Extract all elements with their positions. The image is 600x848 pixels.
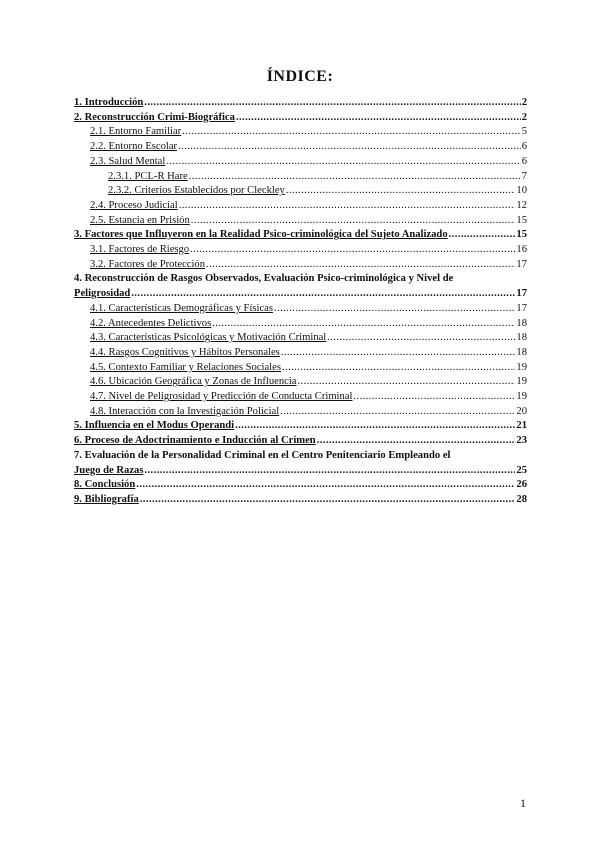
toc-entry-page: 15 <box>516 214 527 226</box>
dot-leader <box>274 302 515 317</box>
toc-entry-title: 2.5. Estancia en Prisión <box>90 214 190 226</box>
toc-entry[interactable] <box>74 493 527 508</box>
toc-entry-title: 2.3.2. Criterios Establecidos por Cleckley <box>108 185 285 197</box>
table-of-contents <box>74 96 527 508</box>
toc-entry-page: 10 <box>516 185 527 197</box>
dot-leader <box>144 96 520 111</box>
toc-entry-page: 28 <box>516 493 527 505</box>
toc-entry[interactable] <box>74 390 527 405</box>
toc-entry-title: 7. Evaluación de la Personalidad Criminal en el Centro Penitenciario Empleando el <box>74 449 451 461</box>
toc-entry[interactable] <box>74 405 527 420</box>
toc-entry-page: 17 <box>516 288 527 300</box>
dot-leader <box>179 199 516 214</box>
dot-leader <box>280 405 515 420</box>
toc-entry[interactable] <box>74 228 527 243</box>
toc-entry[interactable] <box>74 214 527 229</box>
toc-entry[interactable] <box>74 96 527 111</box>
dot-leader <box>286 184 516 199</box>
toc-entry-page: 20 <box>516 405 527 417</box>
dot-leader <box>317 434 516 449</box>
dot-leader <box>166 155 520 170</box>
toc-entry-title: 3.2. Factores de Protección <box>90 258 206 270</box>
dot-leader <box>131 287 515 302</box>
toc-entry-page: 2 <box>521 111 527 123</box>
toc-entry-title: 3.1. Factores de Riesgo <box>90 244 190 256</box>
toc-entry[interactable] <box>74 170 527 185</box>
dot-leader <box>282 361 515 376</box>
toc-entry[interactable] <box>74 155 527 170</box>
toc-entry-title: 6. Proceso de Adoctrinamiento e Inducción al Crimen <box>74 435 316 447</box>
toc-entry-title: 2.3.1. PCL-R Hare <box>108 170 188 182</box>
dot-leader <box>298 375 516 390</box>
toc-entry[interactable] <box>74 243 527 258</box>
toc-entry-title-continued: Peligrosidad <box>74 288 131 300</box>
toc-entry-title: 4.2. Antecedentes Delictivos <box>90 317 212 329</box>
toc-entry[interactable] <box>74 346 527 361</box>
toc-entry[interactable] <box>74 302 527 317</box>
toc-entry-page: 21 <box>516 420 527 432</box>
toc-entry-page: 6 <box>521 155 527 167</box>
toc-entry[interactable] <box>74 272 527 301</box>
toc-entry-page: 19 <box>516 376 527 388</box>
toc-entry[interactable] <box>74 419 527 434</box>
toc-entry-title: 2.1. Entorno Familiar <box>90 126 182 138</box>
toc-entry-title: 4.3. Características Psicológicas y Motivación Criminal <box>90 332 327 344</box>
toc-entry[interactable] <box>74 317 527 332</box>
toc-entry-page: 15 <box>516 229 527 241</box>
toc-entry-page: 23 <box>516 435 527 447</box>
toc-entry-page: 7 <box>521 170 527 182</box>
toc-entry-page: 12 <box>516 199 527 211</box>
toc-entry-title: 5. Influencia en el Modus Operandi <box>74 420 235 432</box>
toc-entry-page: 25 <box>516 464 527 476</box>
toc-entry-title: 2.4. Proceso Judicial <box>90 199 178 211</box>
toc-entry-title: 4.4. Rasgos Cognitivos y Hábitos Personales <box>90 346 280 358</box>
toc-entry-page: 2 <box>521 97 527 108</box>
dot-leader <box>449 228 516 243</box>
page-number: 1 <box>520 796 526 810</box>
toc-entry[interactable] <box>74 361 527 376</box>
dot-leader <box>353 390 515 405</box>
dot-leader <box>236 111 521 126</box>
toc-entry-title: 9. Bibliografía <box>74 493 139 505</box>
toc-entry[interactable] <box>74 140 527 155</box>
toc-entry[interactable] <box>74 375 527 390</box>
toc-entry-title: 4. Reconstrucción de Rasgos Observados, Evaluación Psico-criminológica y Nivel de <box>74 273 454 285</box>
toc-entry[interactable] <box>74 331 527 346</box>
toc-entry-page: 18 <box>516 346 527 358</box>
dot-leader <box>212 317 515 332</box>
toc-entry-page: 19 <box>516 361 527 373</box>
dot-leader <box>206 258 515 273</box>
dot-leader <box>327 331 515 346</box>
toc-entry-title: 4.1. Características Demográficas y Físicas <box>90 302 273 314</box>
toc-entry-title: 2.2. Entorno Escolar <box>90 141 178 153</box>
toc-entry-title: 1. Introducción <box>74 97 144 108</box>
index-title: ÍNDICE: <box>266 68 334 85</box>
toc-entry-title: 4.7. Nivel de Peligrosidad y Predicción de Conducta Criminal <box>90 391 353 403</box>
toc-entry[interactable] <box>74 111 527 126</box>
toc-entry-title: 2.3. Salud Mental <box>90 155 166 167</box>
toc-entry[interactable] <box>74 199 527 214</box>
toc-entry[interactable] <box>74 184 527 199</box>
toc-entry[interactable] <box>74 258 527 273</box>
toc-entry-title: 4.8. Interacción con la Investigación Policial <box>90 405 280 417</box>
dot-leader <box>235 419 515 434</box>
toc-entry-title: 3. Factores que Influyeron en la Realidad Psico-criminológica del Sujeto Analizado <box>74 229 448 241</box>
dot-leader <box>191 214 516 229</box>
toc-entry-page: 26 <box>516 479 527 491</box>
dot-leader <box>144 464 515 479</box>
toc-entry-page: 17 <box>516 302 527 314</box>
toc-entry-title: 8. Conclusión <box>74 479 136 491</box>
dot-leader <box>140 493 516 508</box>
toc-entry[interactable] <box>74 125 527 140</box>
dot-leader <box>190 243 515 258</box>
toc-entry[interactable] <box>74 478 527 493</box>
toc-entry-page: 6 <box>521 141 527 153</box>
toc-entry-title: 4.5. Contexto Familiar y Relaciones Sociales <box>90 361 281 373</box>
toc-entry-page: 18 <box>516 332 527 344</box>
toc-entry-page: 5 <box>521 126 527 138</box>
dot-leader <box>281 346 516 361</box>
toc-entry-page: 16 <box>516 244 527 256</box>
toc-entry-title: 4.6. Ubicación Geográfica y Zonas de Influencia <box>90 376 297 388</box>
toc-entry-page: 18 <box>516 317 527 329</box>
dot-leader <box>189 170 521 185</box>
toc-entry-page: 17 <box>516 258 527 270</box>
toc-entry-page: 19 <box>516 391 527 403</box>
toc-entry-title-continued: Juego de Razas <box>74 464 144 476</box>
dot-leader <box>182 125 520 140</box>
dot-leader <box>178 140 521 155</box>
dot-leader <box>136 478 515 493</box>
toc-entry[interactable] <box>74 449 527 478</box>
toc-entry-title: 2. Reconstrucción Crimi-Biográfica <box>74 111 235 123</box>
toc-entry[interactable] <box>74 434 527 449</box>
